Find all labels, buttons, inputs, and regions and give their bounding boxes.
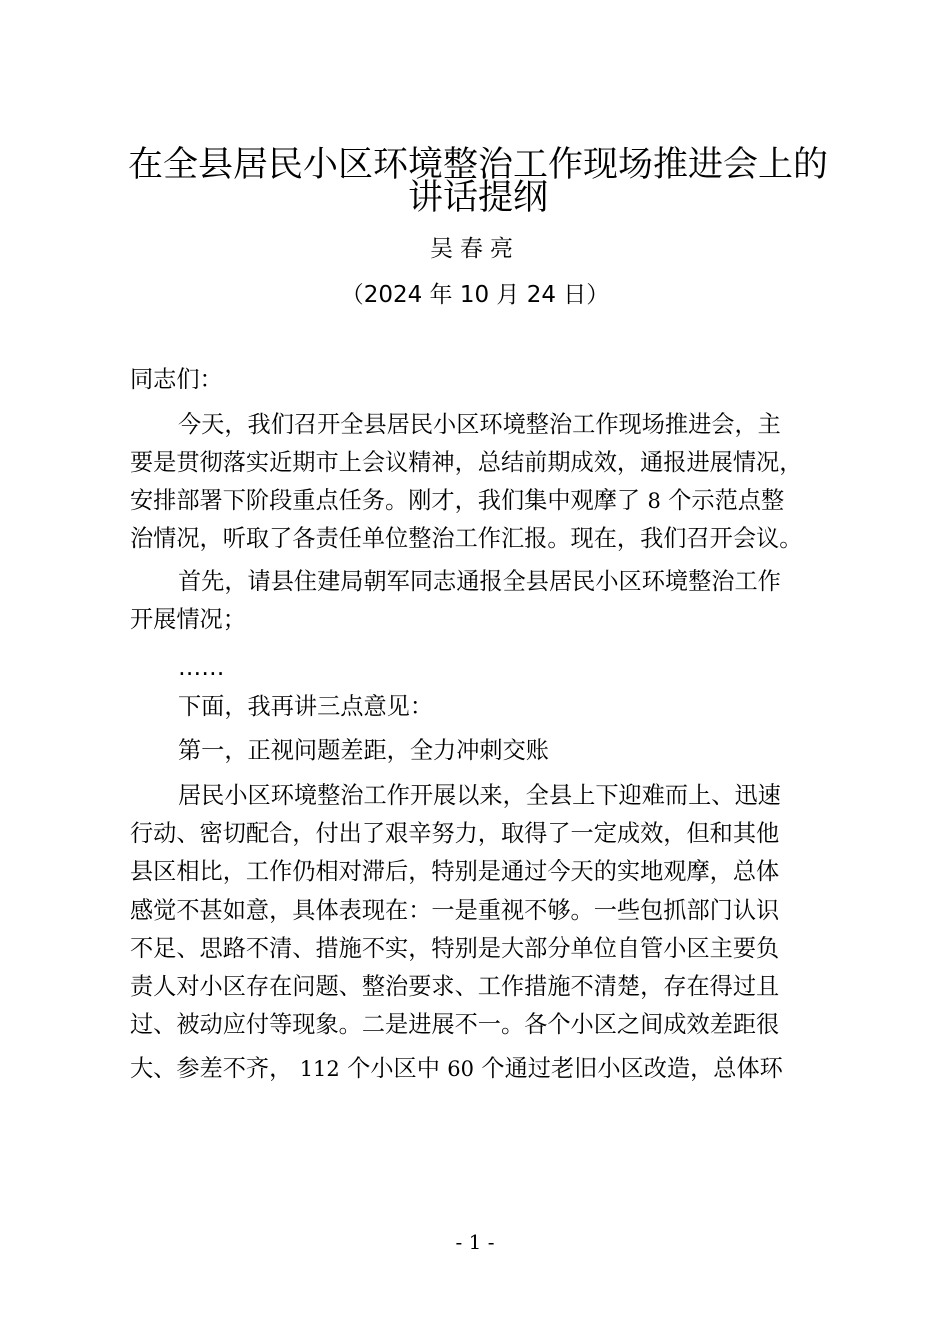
- paragraph-4-line-3: 县区相比，工作仍相对滞后，特别是通过今天的实地观摩，总体: [130, 858, 780, 885]
- paragraph-4-line-1: 居民小区环境整治工作开展以来，全县上下迎难而上、迅速: [178, 782, 781, 809]
- paragraph-3: 下面，我再讲三点意见：: [178, 693, 434, 720]
- demo-site-count: 8: [647, 489, 661, 513]
- paragraph-4-line-8: [130, 1053, 783, 1085]
- paragraph-4-line-2: 行动、密切配合，付出了艰辛努力，取得了一定成效，但和其他: [130, 820, 780, 847]
- speech-date: （2024 年 10 月 24 日）: [340, 282, 610, 308]
- renovated-community-count: 60: [447, 1057, 475, 1081]
- section-heading-1: 第一，正视问题差距，全力冲刺交账: [178, 737, 549, 764]
- author-name: 吴春亮: [430, 236, 520, 262]
- paragraph-1-line-3-text-a: 安排部署下阶段重点任务。刚才，我们集中观摩了: [130, 487, 641, 514]
- paragraph-1-line-1: 今天，我们召开全县居民小区环境整治工作现场推进会，主: [178, 411, 781, 438]
- salutation: 同志们：: [130, 366, 223, 393]
- paragraph-1-line-2: 要是贯彻落实近期市上会议精神，总结前期成效，通报进展情况，: [130, 449, 803, 476]
- ellipsis: ……: [178, 654, 225, 681]
- paragraph-4-line-7: 过、被动应付等现象。二是进展不一。各个小区之间成效差距很: [130, 1011, 780, 1038]
- paragraph-2-line-1: 首先，请县住建局朝军同志通报全县居民小区环境整治工作: [178, 568, 781, 595]
- document-title-line-2: 讲话提纲: [407, 178, 548, 218]
- paragraph-4-line-5: 不足、思路不清、措施不实，特别是大部分单位自管小区主要负: [130, 935, 780, 962]
- paragraph-1-line-4: 治情况，听取了各责任单位整治工作汇报。现在，我们召开会议。: [130, 525, 803, 552]
- paragraph-4-line-8-text-c: 个通过老旧小区改造，总体环: [481, 1055, 783, 1082]
- paragraph-1-line-3-text-b: 个示范点整: [668, 487, 785, 514]
- paragraph-4-line-4: 感觉不甚如意，具体表现在：一是重视不够。一些包抓部门认识: [130, 897, 780, 924]
- page-number: - 1 -: [455, 1230, 495, 1254]
- paragraph-1-line-3: [130, 485, 784, 517]
- paragraph-4-line-8-text-b: 个小区中: [347, 1055, 440, 1082]
- paragraph-4-line-6: 责人对小区存在问题、整治要求、工作措施不清楚，存在得过且: [130, 973, 780, 1000]
- paragraph-2-line-2: 开展情况；: [130, 606, 246, 633]
- paragraph-4-line-8-text-a: 大、参差不齐，: [130, 1055, 293, 1082]
- total-community-count: 112: [299, 1057, 340, 1081]
- document-title-line-1: 在全县居民小区环境整治工作现场推进会上的: [127, 145, 828, 185]
